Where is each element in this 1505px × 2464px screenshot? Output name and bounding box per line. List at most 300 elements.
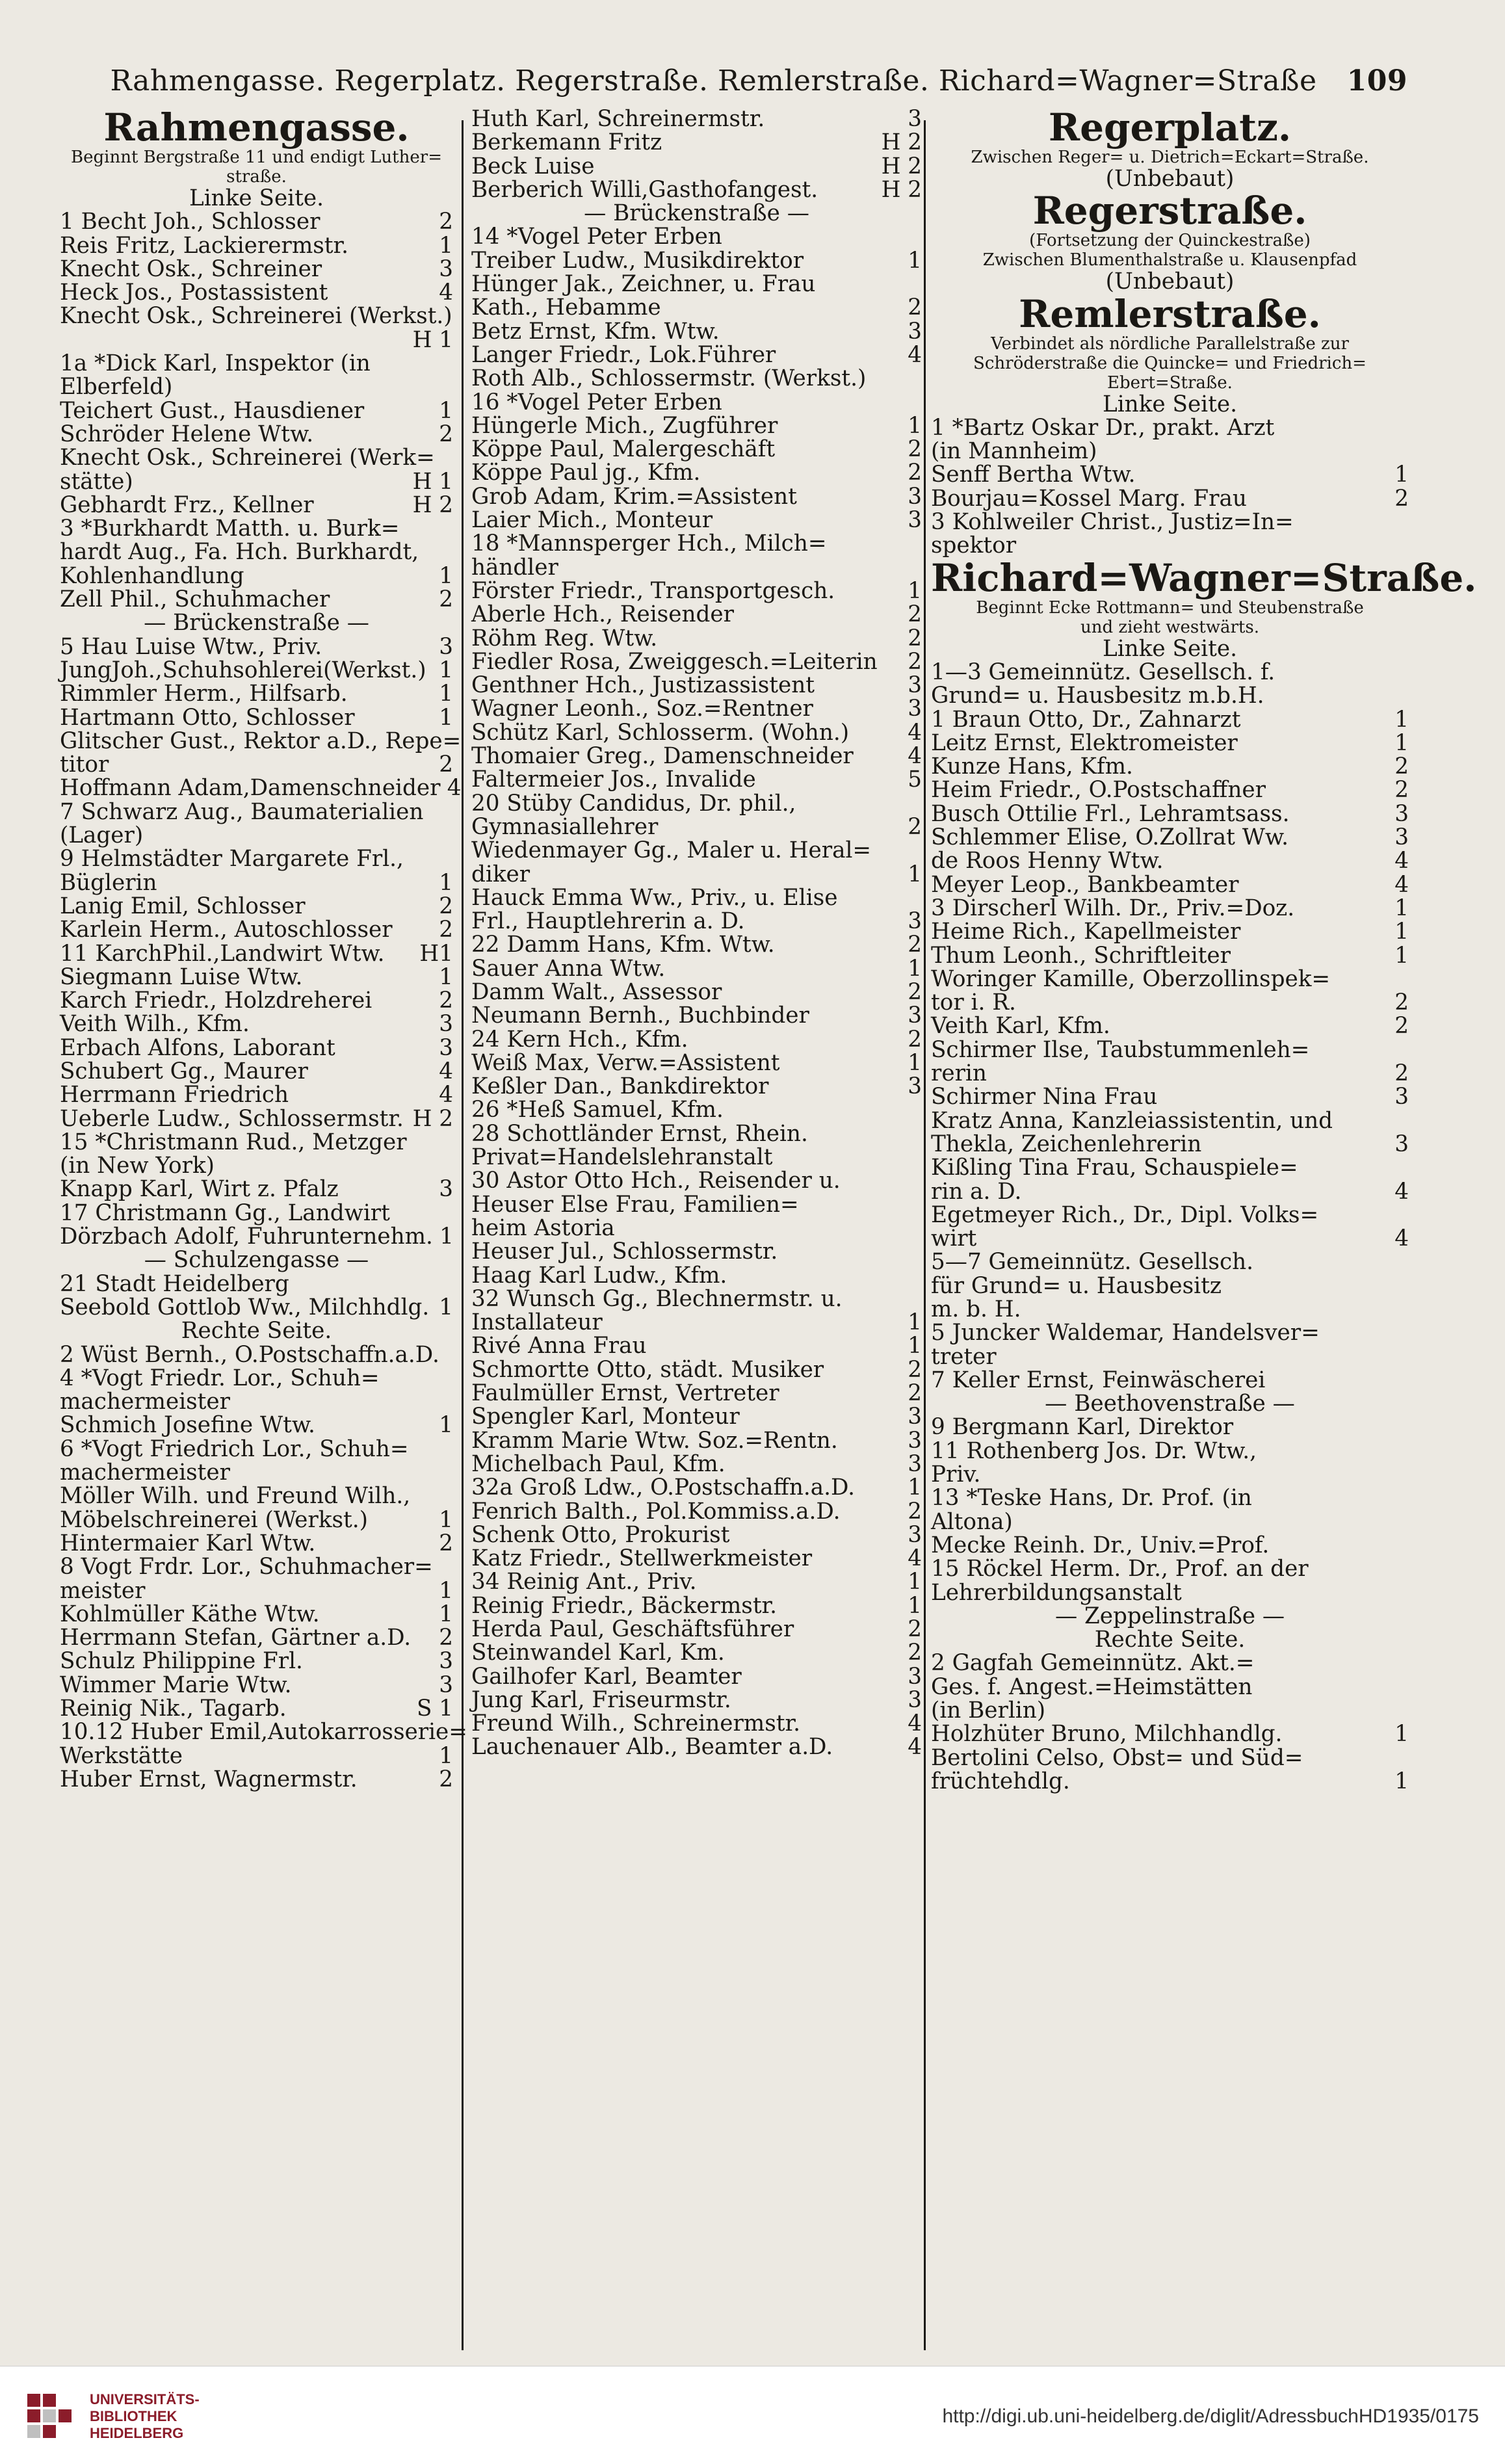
directory-entry [931, 1180, 1409, 1203]
directory-entry [60, 1107, 453, 1131]
entry-text: Glitscher Gust., Rektor a.D., Repe= [60, 727, 462, 754]
entry-text: 5 Hau Luise Wtw., Priv. [60, 633, 322, 660]
directory-entry [931, 416, 1409, 439]
entry-floor: 3 [908, 1427, 922, 1454]
entry-text: Beck Luise [471, 153, 595, 179]
entry-floor: 2 [439, 1766, 453, 1792]
street-note: Beginnt Bergstraße 11 und endigt Luther= [71, 148, 442, 167]
entry-text: 16 *Vogel Peter Erben [471, 389, 722, 415]
entry-floor: 4 [1394, 848, 1409, 874]
entry-text: Kohlenhandlung [60, 562, 244, 589]
section-label: Rechte Seite. [181, 1318, 332, 1344]
directory-entry [471, 1240, 922, 1263]
street-note: und zieht westwärts. [1080, 617, 1259, 637]
entry-text: Zell Phil., Schuhmacher [60, 586, 330, 613]
entry-text: 3 *Burkhardt Matth. u. Burk= [60, 516, 400, 542]
entry-floor [436, 375, 453, 399]
entry-floor: 1 [439, 1577, 453, 1604]
entry-text: 11 Rothenberg Jos. Dr. Wtw., [931, 1437, 1257, 1464]
entry-floor: 3 [439, 633, 453, 660]
entry-floor: 4 [908, 1710, 922, 1737]
entry-text: rerin [931, 1060, 987, 1087]
entry-text: Genthner Hch., Justizassistent [471, 672, 815, 699]
entry-floor [905, 1098, 922, 1121]
directory-entry [60, 1508, 453, 1532]
directory-entry [60, 1673, 453, 1697]
entry-floor: 4 [1394, 871, 1409, 898]
entry-text: 7 Keller Ernst, Feinwäscherei [931, 1367, 1266, 1393]
entry-floor [905, 367, 922, 390]
entry-text: spektor [931, 532, 1017, 559]
entry-floor: 2 [908, 1380, 922, 1407]
entry-text: (in New York) [60, 1153, 215, 1179]
directory-entry [931, 731, 1409, 755]
directory-entry [931, 1581, 1409, 1605]
entry-text: Heime Rich., Kapellmeister [931, 919, 1241, 945]
directory-entry [931, 1203, 1409, 1227]
entry-text: Herrmann Stefan, Gärtner a.D. [60, 1625, 412, 1651]
section-label: — Schulzengasse — [144, 1247, 369, 1274]
entry-floor: 1 [908, 1592, 922, 1619]
entry-text: Kunze Hans, Kfm. [931, 754, 1133, 780]
entry-text: Knecht Osk., Schreinerei (Werkst.) [60, 303, 452, 330]
entry-floor: 4 [439, 280, 453, 306]
directory-entry [471, 674, 922, 697]
entry-floor [905, 1122, 922, 1146]
directory-entry [471, 1405, 922, 1428]
entry-floor: 4 [1394, 1178, 1409, 1205]
directory-entry [471, 792, 922, 815]
directory-entry [931, 1321, 1409, 1344]
entry-floor: 3 [1394, 800, 1409, 827]
entry-text: 7 Schwarz Aug., Baumaterialien [60, 798, 424, 825]
entry-text: Thomaier Greg., Damenschneider [471, 743, 854, 770]
directory-entry [60, 493, 453, 517]
entry-text: 14 *Vogel Peter Erben [471, 224, 722, 250]
entry-text: Schütz Karl, Schlosserm. (Wohn.) [471, 719, 850, 746]
directory-entry [471, 1122, 922, 1146]
directory-entry [931, 1274, 1409, 1298]
entry-floor [437, 1555, 454, 1579]
entry-text: Reinig Friedr., Bäckermstr. [471, 1592, 778, 1619]
entry-text: Gebhardt Frz., Kellner [60, 491, 314, 518]
entry-text: Knecht Osk., Schreinerei (Werk= [60, 445, 435, 471]
directory-entry [931, 1463, 1409, 1486]
entry-floor: 1 [439, 681, 453, 707]
entry-floor: H 2 [412, 1105, 453, 1132]
entry-text: Schmich Josefine Wtw. [60, 1412, 315, 1439]
page-header [98, 39, 1407, 98]
directory-column-2 [471, 107, 922, 2357]
entry-floor [905, 225, 922, 248]
directory-entry [471, 107, 922, 131]
entry-floor [1392, 1274, 1409, 1298]
entry-floor: 1 [439, 704, 453, 731]
entry-text: Heim Friedr., O.Postschaffner [931, 777, 1266, 804]
entry-floor [436, 1484, 453, 1508]
directory-entry [471, 1688, 922, 1712]
directory-entry [471, 1641, 922, 1664]
entry-text: 1 Becht Joh., Schlosser [60, 209, 321, 235]
directory-entry [471, 1735, 922, 1759]
directory-entry [471, 367, 922, 390]
entry-text: Büglerin [60, 869, 157, 896]
section-label: Linke Seite. [1103, 391, 1237, 417]
entry-floor: 1 [1394, 729, 1409, 756]
directory-column-3 [931, 105, 1477, 2357]
directory-entry [471, 461, 922, 484]
entry-text: Spengler Karl, Monteur [471, 1404, 740, 1430]
entry-floor [905, 272, 922, 296]
directory-entry [60, 942, 453, 965]
entry-text: Siegmann Luise Wtw. [60, 963, 303, 990]
directory-entry [471, 1382, 922, 1405]
entry-text: Bertolini Celso, Obst= und Süd= [931, 1744, 1303, 1771]
entry-text: (in Mannheim) [931, 438, 1097, 465]
directory-entry [471, 1665, 922, 1688]
entry-floor [436, 1367, 453, 1390]
directory-entry [60, 895, 453, 918]
entry-text: 9 Helmstädter Margarete Frl., [60, 846, 404, 872]
entry-text: Möbelschreinerei (Werkst.) [60, 1506, 368, 1533]
entry-text: Heuser Else Frau, Familien= [471, 1191, 799, 1218]
street-note: Beginnt Ecke Rottmann= und Steubenstraße [976, 597, 1364, 618]
directory-entry [931, 487, 1409, 510]
entry-text: Holzhüter Bruno, Milchhandlg. [931, 1721, 1283, 1748]
entry-floor [1392, 1675, 1409, 1699]
directory-entry [471, 438, 922, 461]
entry-text: Steinwandel Karl, Km. [471, 1640, 725, 1666]
directory-entry [471, 272, 922, 296]
entry-floor [1392, 1321, 1409, 1344]
entry-floor [905, 792, 922, 815]
street-note: straße. [226, 167, 287, 187]
entry-text: Lanig Emil, Schlosser [60, 893, 306, 919]
directory-entry [471, 131, 922, 154]
entry-text: Keßler Dan., Bankdirektor [471, 1073, 769, 1100]
entry-text: Hüngerle Mich., Zugführer [471, 412, 778, 439]
entry-text: 28 Schottländer Ernst, Rhein. [471, 1120, 808, 1147]
entry-text: 8 Vogt Frdr. Lor., Schuhmacher= [60, 1554, 433, 1580]
entry-text: wirt [931, 1225, 977, 1252]
entry-text: Köppe Paul, Malergeschäft [471, 436, 776, 463]
entry-floor: 3 [908, 1663, 922, 1690]
directory-entry [60, 1272, 453, 1296]
directory-entry [471, 1476, 922, 1499]
entry-text: Hintermaier Karl Wtw. [60, 1530, 316, 1556]
directory-entry [931, 1651, 1409, 1675]
directory-entry [60, 1744, 453, 1768]
entry-floor: 1 [908, 412, 922, 439]
entry-floor: 3 [1394, 824, 1409, 851]
library-logo-icon [26, 2392, 78, 2441]
entry-floor: 3 [908, 908, 922, 935]
directory-entry [471, 508, 922, 532]
directory-entry [471, 1712, 922, 1735]
source-url-link[interactable]: http://digi.ub.uni-heidelberg.de/diglit/AdressbuchHD1935/0175 [942, 2405, 1479, 2427]
entry-text: Betz Ernst, Kfm. Wtw. [471, 318, 720, 345]
entry-floor: 1 [908, 1309, 922, 1336]
entry-text: Herda Paul, Geschäftsführer [471, 1616, 794, 1642]
entry-floor: 1 [1394, 919, 1409, 945]
entry-text: Freund Wilh., Schreinermstr. [471, 1710, 800, 1737]
directory-entry [931, 1298, 1409, 1321]
directory-entry [60, 682, 453, 705]
entry-floor: 1 [1394, 706, 1409, 733]
entry-text: Schirmer Ilse, Taubstummenleh= [931, 1036, 1310, 1063]
directory-entry [931, 920, 1409, 943]
entry-text: Röhm Reg. Wtw. [471, 625, 658, 651]
section-label: Rechte Seite. [1094, 1627, 1246, 1653]
directory-entry [471, 980, 922, 1004]
directory-entry [471, 1287, 922, 1311]
entry-floor: 3 [908, 696, 922, 722]
entry-floor [1392, 1109, 1409, 1133]
directory-entry [60, 1555, 453, 1579]
entry-floor: 2 [439, 917, 453, 943]
entry-floor: 1 [1394, 1768, 1409, 1794]
directory-entry [931, 1062, 1409, 1085]
entry-floor [436, 800, 453, 824]
entry-floor: 2 [1394, 1013, 1409, 1040]
entry-floor: 3 [908, 1404, 922, 1430]
entry-text: Haag Karl Ludw., Kfm. [471, 1262, 727, 1289]
entry-text: Kramm Marie Wtw. Soz.=Rentn. [471, 1427, 838, 1454]
entry-text: Privat=Handelslehranstalt [471, 1144, 773, 1171]
directory-entry [471, 1169, 922, 1192]
entry-floor: 2 [1394, 754, 1409, 780]
directory-entry [931, 778, 1409, 802]
entry-floor [1392, 1345, 1409, 1369]
directory-entry [931, 1722, 1409, 1746]
entry-text: Faulmüller Ernst, Vertreter [471, 1380, 779, 1407]
street-heading: Richard=Wagner=Straße. [931, 555, 1477, 600]
entry-text: Wagner Leonh., Soz.=Rentner [471, 696, 813, 722]
directory-entry [60, 588, 453, 611]
directory-entry [60, 257, 453, 281]
entry-text: stätte) [60, 468, 133, 495]
section-label: Linke Seite. [189, 185, 324, 211]
entry-floor [436, 1131, 453, 1154]
directory-entry [471, 650, 922, 674]
entry-text: Egetmeyer Rich., Dr., Dipl. Volks= [931, 1201, 1319, 1228]
entry-text: Roth Alb., Schlossermstr. (Werkst.) [471, 365, 867, 392]
entry-floor: H 1 [412, 326, 453, 353]
directory-entry [931, 1250, 1409, 1274]
directory-entry [471, 343, 922, 367]
entry-floor: 1 [439, 562, 453, 589]
entry-text: 13 *Teske Hans, Dr. Prof. (in [931, 1485, 1252, 1512]
entry-text: meister [60, 1577, 146, 1604]
entry-floor: 3 [439, 1671, 453, 1698]
directory-entry [471, 1075, 922, 1098]
directory-entry [60, 1367, 453, 1390]
entry-floor [1392, 1415, 1409, 1439]
library-logo[interactable] [26, 2391, 200, 2442]
entry-text: Teichert Gust., Hausdiener [60, 397, 365, 424]
entry-floor [1392, 1557, 1409, 1580]
entry-text: 26 *Heß Samuel, Kfm. [471, 1097, 724, 1123]
column-divider [462, 120, 464, 2350]
directory-entry [60, 1390, 453, 1413]
entry-floor: 1 [439, 1412, 453, 1439]
entry-text: Sauer Anna Wtw. [471, 955, 666, 982]
entry-text: Gymnasiallehrer [471, 813, 659, 840]
street-note: Zwischen Reger= u. Dietrich=Eckart=Straße. [971, 148, 1369, 167]
entry-text: Huber Ernst, Wagnermstr. [60, 1766, 358, 1792]
directory-entry [60, 1131, 453, 1154]
directory-entry [60, 1768, 453, 1791]
directory-entry [471, 839, 922, 862]
entry-text: 5—7 Gemeinnütz. Gesellsch. [931, 1249, 1253, 1276]
entry-floor: 2 [908, 648, 922, 675]
entry-text: 3 Kohlweiler Christ., Justiz=In= [931, 509, 1294, 536]
directory-entry [931, 991, 1409, 1014]
directory-entry [931, 463, 1409, 486]
entry-text: Köppe Paul jg., Kfm. [471, 460, 701, 486]
directory-entry [60, 399, 453, 423]
entry-floor: 2 [1394, 485, 1409, 512]
directory-entry [60, 989, 453, 1012]
entry-floor [905, 1146, 922, 1169]
directory-entry [60, 1177, 453, 1201]
entry-text: Ueberle Ludw., Schlossermstr. [60, 1105, 404, 1132]
entry-floor: 1 [908, 1474, 922, 1501]
entry-floor: 1 [1394, 942, 1409, 969]
entry-floor [1392, 1699, 1409, 1722]
entry-floor: 2 [908, 295, 922, 321]
entry-text: 18 *Mannsperger Hch., Milch= [471, 531, 827, 557]
entry-floor: 1 [439, 1294, 453, 1320]
directory-entry [471, 414, 922, 438]
entry-text: Seebold Gottlob Ww., Milchhdlg. [60, 1294, 430, 1320]
street-note: Schröderstraße die Quincke= und Friedrich= [973, 353, 1367, 373]
entry-floor [905, 1193, 922, 1216]
entry-text: 1 Braun Otto, Dr., Zahnarzt [931, 706, 1241, 733]
entry-floor: 1 [439, 657, 453, 683]
directory-entry [471, 320, 922, 343]
directory-entry [471, 627, 922, 650]
entry-text: Huth Karl, Schreinermstr. [471, 106, 765, 132]
entry-floor: H1 [419, 940, 453, 967]
street-note: Ebert=Straße. [1107, 373, 1233, 393]
directory-entry [931, 967, 1409, 991]
entry-floor [1392, 1038, 1409, 1062]
entry-floor: 2 [908, 1640, 922, 1666]
entry-text: Lehrerbildungsanstalt [931, 1579, 1182, 1606]
entry-text: (in Berlin) [931, 1697, 1046, 1724]
directory-entry [471, 485, 922, 508]
entry-text: Möller Wilh. und Freund Wilh., [60, 1483, 411, 1510]
entry-floor: H 2 [881, 176, 922, 203]
directory-entry [471, 815, 922, 839]
directory-entry [60, 281, 453, 304]
entry-floor: 2 [908, 1026, 922, 1053]
entry-text: Woringer Kamille, Oberzollinspek= [931, 965, 1331, 992]
entry-floor [436, 352, 453, 375]
entry-text: 15 *Christmann Rud., Metzger [60, 1129, 407, 1155]
entry-floor [1392, 967, 1409, 991]
directory-entry [60, 564, 453, 588]
entry-text: 3 Dirscherl Wilh. Dr., Priv.=Doz. [931, 895, 1295, 921]
entry-floor: 4 [439, 1082, 453, 1108]
entry-text: Erbach Alfons, Laborant [60, 1034, 335, 1061]
entry-text: Rimmler Herm., Hilfsarb. [60, 681, 348, 707]
directory-entry [60, 1012, 453, 1036]
directory-entry [471, 603, 922, 626]
entry-floor: 4 [908, 719, 922, 746]
entry-text: Kath., Hebamme [471, 295, 661, 321]
entry-floor: 2 [439, 988, 453, 1014]
entry-text: Veith Karl, Kfm. [931, 1013, 1110, 1040]
entry-floor: H 2 [881, 129, 922, 156]
directory-entry [471, 155, 922, 178]
entry-floor [1392, 1534, 1409, 1557]
entry-text: Schenk Otto, Prokurist [471, 1521, 730, 1548]
directory-entry [931, 684, 1409, 707]
directory-entry [931, 510, 1409, 534]
entry-floor: 2 [1394, 1060, 1409, 1087]
directory-entry [471, 886, 922, 910]
entry-floor: 3 [908, 1003, 922, 1029]
entry-text: Hünger Jak., Zeichner, u. Frau [471, 271, 816, 298]
directory-entry [931, 1534, 1409, 1557]
entry-floor: H 2 [412, 491, 453, 518]
entry-floor: 1 [439, 869, 453, 896]
entry-text: Dörzbach Adolf, Fuhrunternehm. [60, 1224, 433, 1250]
entry-floor [1392, 1510, 1409, 1534]
entry-floor: 3 [908, 672, 922, 699]
entry-text: für Grund= u. Hausbesitz [931, 1272, 1222, 1299]
entry-floor: 3 [439, 1648, 453, 1675]
directory-entry [471, 1216, 922, 1240]
entry-text: Förster Friedr., Transportgesch. [471, 577, 835, 604]
directory-entry [471, 1334, 922, 1357]
directory-entry [471, 1523, 922, 1547]
street-heading: Remlerstraße. [1019, 291, 1321, 336]
directory-entry [471, 579, 922, 603]
directory-entry [60, 847, 453, 871]
directory-entry [60, 1060, 453, 1083]
directory-entry [931, 1770, 1409, 1793]
entry-floor: 2 [908, 436, 922, 463]
entry-text: Schlemmer Elise, O.Zollrat Ww. [931, 824, 1289, 851]
entry-text: heim Astoria [471, 1214, 615, 1241]
entry-text: Veith Wilh., Kfm. [60, 1011, 250, 1038]
directory-entry [471, 249, 922, 272]
entry-text: Heuser Jul., Schlossermstr. [471, 1239, 778, 1265]
entry-floor: 2 [439, 421, 453, 447]
entry-text: Frl., Hauptlehrerin a. D. [471, 908, 745, 935]
directory-entry [60, 1461, 453, 1484]
entry-text: Weiß Max, Verw.=Assistent [471, 1049, 780, 1076]
entry-text: 1 *Bartz Oskar Dr., prakt. Arzt [931, 414, 1275, 441]
entry-floor: 2 [908, 601, 922, 628]
entry-floor: 2 [908, 978, 922, 1005]
entry-floor [436, 1272, 453, 1296]
entry-floor: S 1 [416, 1696, 453, 1722]
entry-floor: 1 [908, 1049, 922, 1076]
entry-floor: 4 [1394, 1225, 1409, 1252]
directory-entry [471, 1500, 922, 1523]
entry-text: Faltermeier Jos., Invalide [471, 767, 756, 793]
entry-text: Damm Walt., Assessor [471, 978, 722, 1005]
entry-text: 2 Gagfah Gemeinnütz. Akt.= [931, 1650, 1255, 1677]
entry-text: Herrmann Friedrich [60, 1082, 289, 1108]
viewer-footer [0, 2366, 1505, 2464]
directory-entry [471, 225, 922, 248]
entry-floor: 2 [439, 586, 453, 613]
